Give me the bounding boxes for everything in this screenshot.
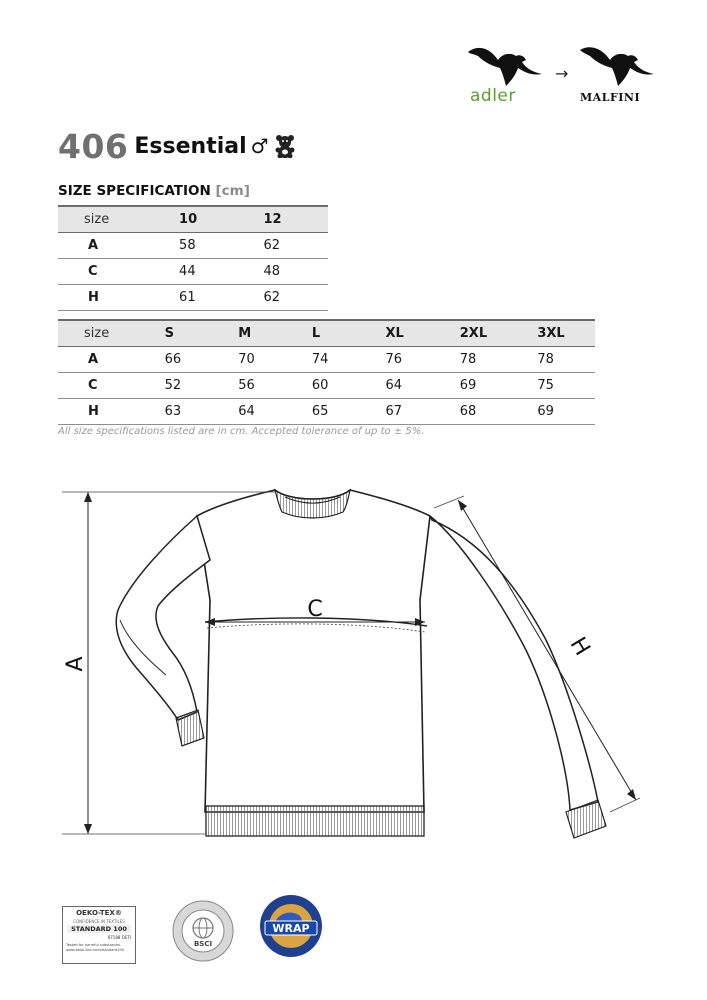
table-row: [58, 285, 328, 311]
sweatshirt-drawing: [0, 470, 707, 850]
size-col-header: 12: [244, 206, 328, 233]
table-cell: 52: [145, 373, 219, 399]
table-header-row: [58, 206, 328, 233]
adult-size-table: [58, 319, 595, 425]
table-cell: 74: [292, 347, 366, 373]
table-cell: 69: [440, 373, 518, 399]
table-cell: 70: [218, 347, 292, 373]
size-header-label: size: [58, 320, 145, 347]
teddy-bear-icon: [275, 134, 295, 158]
table-cell: 62: [244, 233, 328, 259]
sweatshirt-body: [197, 490, 430, 812]
size-col-header: 10: [159, 206, 243, 233]
product-code: 406: [58, 126, 129, 166]
table-cell: 48: [244, 259, 328, 285]
table-row: [58, 399, 595, 425]
oeko-tex-footnote: Tested for harmful substances. www.oeko-tex.com/standard100: [66, 943, 125, 952]
dimension-a-label: A: [63, 656, 88, 672]
dimension-h-line: [458, 500, 636, 800]
row-label: H: [58, 399, 145, 425]
oeko-tex-badge: [62, 906, 136, 964]
row-label: A: [58, 233, 159, 259]
table-cell: 68: [440, 399, 518, 425]
table-cell: 60: [292, 373, 366, 399]
table-cell: 63: [145, 399, 219, 425]
adler-bird-icon: [466, 42, 546, 88]
size-col-header: 3XL: [517, 320, 595, 347]
table-cell: 75: [517, 373, 595, 399]
table-cell: 62: [244, 285, 328, 311]
size-col-header: L: [292, 320, 366, 347]
left-sleeve: [116, 516, 210, 720]
oeko-tex-number: 67188 OETI: [107, 935, 131, 940]
row-label: H: [58, 285, 159, 311]
size-col-header: S: [145, 320, 219, 347]
table-cell: 67: [365, 399, 439, 425]
collar-rib: [275, 490, 350, 518]
arrow-right-icon: →: [555, 64, 569, 83]
size-col-header: XL: [365, 320, 439, 347]
oeko-tex-standard: STANDARD 100: [67, 925, 131, 933]
table-cell: 56: [218, 373, 292, 399]
oeko-tex-title: OEKO-TEX®: [76, 909, 122, 917]
adler-wordmark: adler: [470, 86, 516, 106]
hem-rib: [206, 806, 424, 836]
dimension-c-label: C: [307, 597, 323, 622]
table-cell: 58: [159, 233, 243, 259]
table-cell: 78: [440, 347, 518, 373]
wrap-label: WRAP: [272, 922, 310, 935]
adler-logo: [466, 42, 546, 112]
row-label: C: [58, 373, 145, 399]
table-header-row: [58, 320, 595, 347]
bsci-label: BSCI: [193, 940, 213, 948]
table-cell: 61: [159, 285, 243, 311]
table-row: [58, 259, 328, 285]
table-cell: 64: [218, 399, 292, 425]
table-cell: 76: [365, 347, 439, 373]
row-label: C: [58, 259, 159, 285]
bsci-badge: [172, 900, 234, 962]
male-symbol-icon: ♂: [250, 134, 269, 158]
table-row: [58, 373, 595, 399]
product-name: Essential: [134, 133, 247, 159]
table-cell: 78: [517, 347, 595, 373]
tolerance-note: All size specifications listed are in cm. Accepted tolerance of up to ± 5%.: [58, 426, 425, 437]
kids-size-table: [58, 205, 328, 311]
table-row: [58, 347, 595, 373]
dimension-h-label: H: [564, 633, 595, 661]
table-cell: 65: [292, 399, 366, 425]
malfini-bird-icon: [578, 42, 658, 88]
table-cell: 66: [145, 347, 219, 373]
size-col-header: 2XL: [440, 320, 518, 347]
malfini-wordmark: MALFINI: [580, 91, 641, 104]
size-col-header: M: [218, 320, 292, 347]
row-label: A: [58, 347, 145, 373]
table-cell: 64: [365, 373, 439, 399]
product-title: [58, 126, 295, 166]
table-cell: 69: [517, 399, 595, 425]
wrap-badge: [258, 892, 324, 966]
right-sleeve: [430, 516, 598, 810]
table-cell: 44: [159, 259, 243, 285]
size-header-label: size: [58, 206, 159, 233]
oeko-tex-tagline: CONFIDENCE IN TEXTILES: [73, 919, 125, 924]
size-spec-unit: [cm]: [215, 183, 250, 199]
size-spec-heading-text: SIZE SPECIFICATION: [58, 183, 211, 199]
table-row: [58, 233, 328, 259]
size-spec-heading: [58, 183, 250, 199]
malfini-logo: [578, 42, 658, 112]
